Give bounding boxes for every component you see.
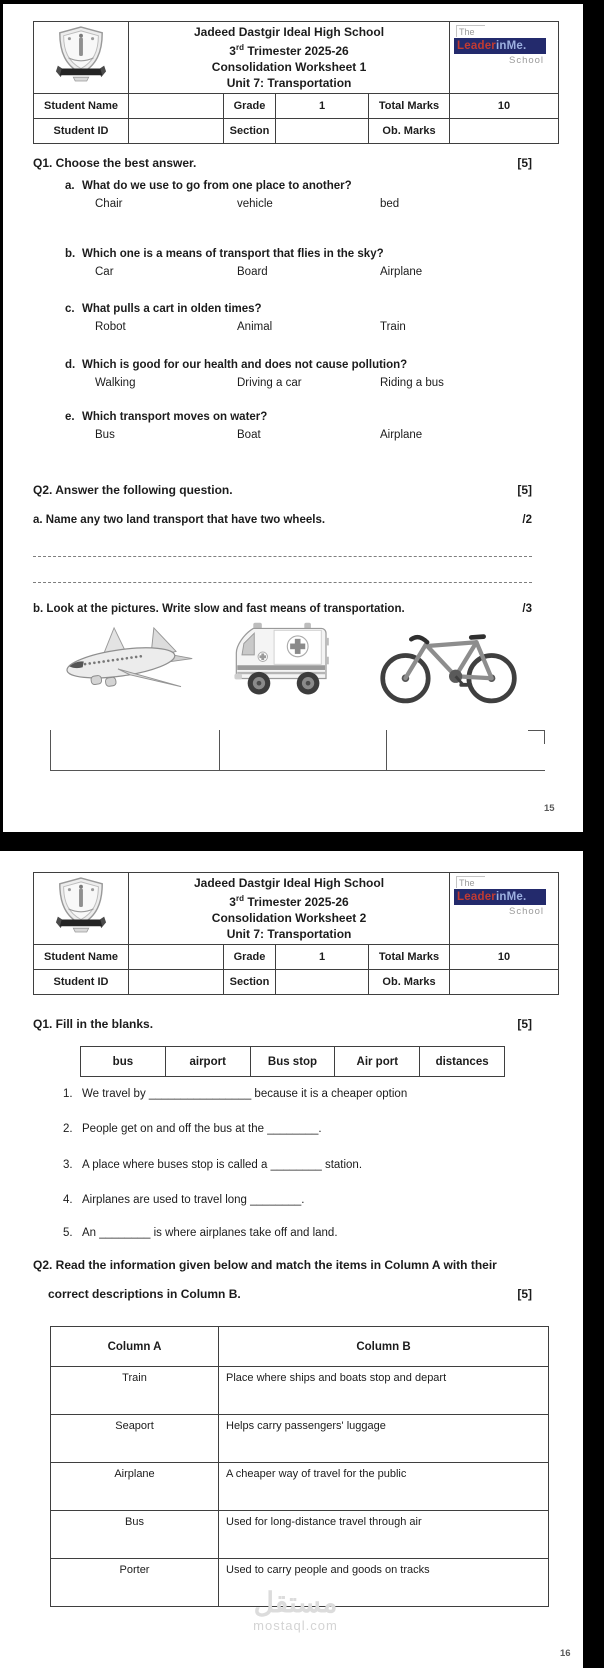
worksheet-header-table	[33, 872, 559, 995]
question-text: Which is good for our health and does not cause pollution?	[82, 359, 408, 371]
page-number-15: 15	[544, 803, 555, 814]
question-text: What pulls a cart in olden times?	[82, 303, 262, 315]
q2b-line	[33, 603, 532, 615]
item-text: We travel by ________________ because it is a cheaper option	[82, 1088, 408, 1100]
frame-bar-left	[0, 0, 3, 832]
q2-heading-line1	[33, 1258, 532, 1272]
grade-value: 1	[276, 94, 369, 119]
option: Train	[380, 321, 406, 333]
question-letter: e.	[65, 411, 75, 423]
ob-marks-field	[450, 970, 559, 995]
option: Airplane	[380, 429, 423, 441]
answer-line	[33, 582, 532, 583]
school-emblem-icon	[54, 25, 108, 85]
watermark-arabic: مستقل	[253, 1587, 338, 1618]
column-b-item: Used to carry people and goods on tracks	[219, 1559, 549, 1607]
option: Car	[95, 266, 114, 278]
worksheet-header-table	[33, 21, 559, 144]
answer-box-divider	[219, 730, 220, 770]
q1-heading	[33, 1017, 532, 1031]
school-name: Jadeed Dastgir Ideal High School	[194, 876, 385, 890]
item-text: An ________ is where airplanes take off and land.	[82, 1227, 338, 1239]
word-bank-table	[80, 1046, 505, 1077]
q2a-line	[33, 514, 532, 526]
bicycle-image	[378, 622, 520, 706]
option: Driving a car	[237, 377, 302, 389]
item-number: 4.	[63, 1194, 73, 1206]
leader-in-me-logo-cell	[450, 22, 559, 94]
q2-heading-line2	[48, 1287, 532, 1301]
match-row	[51, 1415, 549, 1463]
total-marks-value: 10	[450, 94, 559, 119]
worksheet-name: Consolidation Worksheet 1	[211, 60, 367, 74]
column-a-item: Seaport	[51, 1415, 219, 1463]
question-text: What do we use to go from one place to another?	[82, 180, 352, 192]
section-label: Section	[224, 970, 276, 995]
answer-boxes	[50, 730, 545, 771]
column-b-item: Helps carry passengers' luggage	[219, 1415, 549, 1463]
lim-wordmark: LeaderinMe.	[454, 38, 546, 54]
q2-marks: [5]	[517, 1287, 532, 1301]
q1-marks: [5]	[517, 156, 532, 170]
fill-item-2	[63, 1123, 533, 1135]
school-emblem-cell	[34, 873, 129, 945]
grade-label: Grade	[224, 94, 276, 119]
column-a-item: Train	[51, 1367, 219, 1415]
trimester-line: 3rd Trimester 2025-26	[229, 894, 349, 909]
airplane-image	[48, 618, 198, 710]
total-marks-value: 10	[450, 945, 559, 970]
item-number: 3.	[63, 1159, 73, 1171]
mcq-a	[65, 180, 532, 210]
question-letter: b.	[65, 248, 76, 260]
q2a-marks: /2	[522, 514, 532, 526]
word-bank-item: bus	[81, 1047, 166, 1077]
column-a-item: Airplane	[51, 1463, 219, 1511]
item-number: 5.	[63, 1227, 73, 1239]
total-marks-label: Total Marks	[369, 945, 450, 970]
grade-value: 1	[276, 945, 369, 970]
q2-marks: [5]	[517, 483, 532, 497]
fill-item-1	[63, 1088, 533, 1100]
option: Animal	[237, 321, 273, 333]
word-bank-item: Bus stop	[250, 1047, 335, 1077]
column-b-item: Place where ships and boats stop and depart	[219, 1367, 549, 1415]
q2-title-line2: correct descriptions in Column B.	[48, 1287, 241, 1301]
mcq-e	[65, 411, 532, 441]
lim-the-label: The	[456, 25, 485, 37]
leader-in-me-logo	[454, 25, 546, 66]
watermark-domain: mostaql.com	[253, 1618, 338, 1633]
q1-title: Q1. Choose the best answer.	[33, 156, 197, 170]
student-name-field	[129, 945, 224, 970]
ambulance-image	[225, 615, 343, 707]
watermark	[33, 1588, 558, 1633]
student-id-field	[129, 970, 224, 995]
q2b-marks: /3	[522, 603, 532, 615]
lim-the-label: The	[456, 876, 485, 888]
student-name-field	[129, 94, 224, 119]
student-id-field	[129, 119, 224, 144]
question-letter: d.	[65, 359, 76, 371]
column-b-item: A cheaper way of travel for the public	[219, 1463, 549, 1511]
fill-item-5	[63, 1227, 533, 1239]
grade-label: Grade	[224, 945, 276, 970]
question-text: Which one is a means of transport that flies in the sky?	[82, 248, 384, 260]
column-b-item: Used for long-distance travel through air	[219, 1511, 549, 1559]
q1-marks: [5]	[517, 1017, 532, 1031]
mcq-d	[65, 359, 532, 389]
question-text: Which transport moves on water?	[82, 411, 268, 423]
q1-title: Q1. Fill in the blanks.	[33, 1017, 154, 1031]
worksheet-title-block	[129, 22, 450, 94]
leader-in-me-logo-cell	[450, 873, 559, 945]
lim-school-label: School	[508, 55, 545, 66]
lim-school-label: School	[508, 906, 545, 917]
answer-box-corner	[528, 730, 545, 744]
option: Airplane	[380, 266, 423, 278]
question-letter: a.	[65, 180, 75, 192]
section-label: Section	[224, 119, 276, 144]
school-emblem-cell	[34, 22, 129, 94]
unit-name: Unit 7: Transportation	[226, 76, 352, 90]
q2-heading	[33, 483, 532, 497]
answer-line	[33, 556, 532, 557]
item-number: 1.	[63, 1088, 73, 1100]
item-number: 2.	[63, 1123, 73, 1135]
ob-marks-field	[450, 119, 559, 144]
mcq-c	[65, 303, 532, 333]
section-field	[276, 970, 369, 995]
match-row	[51, 1463, 549, 1511]
section-field	[276, 119, 369, 144]
option: Riding a bus	[380, 377, 444, 389]
trimester-line: 3rd Trimester 2025-26	[229, 43, 349, 58]
column-b-header: Column B	[219, 1327, 549, 1367]
student-name-label: Student Name	[34, 945, 129, 970]
student-id-label: Student ID	[34, 970, 129, 995]
column-a-item: Porter	[51, 1559, 219, 1607]
lim-wordmark: LeaderinMe.	[454, 889, 546, 905]
q2-title-line1: Q2. Read the information given below and match the items in Column A with their	[33, 1258, 497, 1272]
student-name-label: Student Name	[34, 94, 129, 119]
option: Boat	[237, 429, 261, 441]
ob-marks-label: Ob. Marks	[369, 119, 450, 144]
frame-bar-top	[0, 0, 604, 4]
option: Walking	[95, 377, 136, 389]
column-a-item: Bus	[51, 1511, 219, 1559]
match-row	[51, 1367, 549, 1415]
q2a-text: a. Name any two land transport that have two wheels.	[33, 514, 326, 526]
item-text: A place where buses stop is called a ________ station.	[82, 1159, 363, 1171]
unit-name: Unit 7: Transportation	[226, 927, 352, 941]
match-table	[50, 1326, 549, 1607]
word-bank-item: distances	[420, 1047, 505, 1077]
fill-item-4	[63, 1194, 533, 1206]
worksheet-name: Consolidation Worksheet 2	[211, 911, 367, 925]
mcq-b	[65, 248, 532, 278]
option: vehicle	[237, 198, 273, 210]
option: Chair	[95, 198, 123, 210]
option: Board	[237, 266, 268, 278]
school-name: Jadeed Dastgir Ideal High School	[194, 25, 385, 39]
item-text: Airplanes are used to travel long ________.	[82, 1194, 305, 1206]
q2b-text: b. Look at the pictures. Write slow and fast means of transportation.	[33, 603, 405, 615]
answer-box-divider	[386, 730, 387, 770]
leader-in-me-logo	[454, 876, 546, 917]
option: Bus	[95, 429, 115, 441]
option: Robot	[95, 321, 126, 333]
frame-bar-middle	[0, 832, 604, 851]
worksheet-title-block	[129, 873, 450, 945]
page-number-16: 16	[560, 1648, 571, 1659]
word-bank-item: Air port	[335, 1047, 420, 1077]
column-a-header: Column A	[51, 1327, 219, 1367]
question-letter: c.	[65, 303, 75, 315]
q1-heading	[33, 156, 532, 170]
ob-marks-label: Ob. Marks	[369, 970, 450, 995]
total-marks-label: Total Marks	[369, 94, 450, 119]
student-id-label: Student ID	[34, 119, 129, 144]
item-text: People get on and off the bus at the ________.	[82, 1123, 322, 1135]
word-bank-item: airport	[165, 1047, 250, 1077]
option: bed	[380, 198, 400, 210]
match-row	[51, 1511, 549, 1559]
fill-item-3	[63, 1159, 533, 1171]
q2-title: Q2. Answer the following question.	[33, 483, 233, 497]
school-emblem-icon	[54, 876, 108, 936]
